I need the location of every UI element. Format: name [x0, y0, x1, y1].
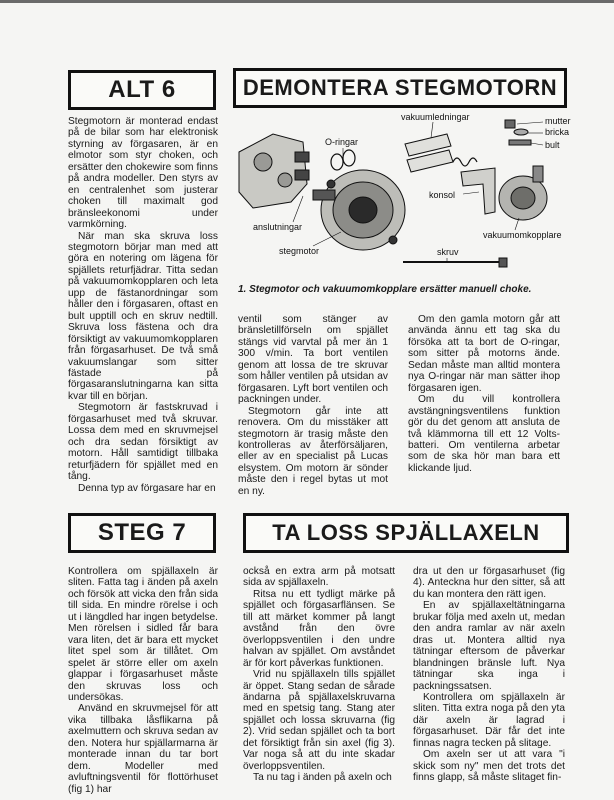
steg7-col3	[413, 566, 565, 784]
label-mutter: mutter	[545, 116, 571, 126]
heading-steg7: STEG 7	[68, 513, 216, 553]
top-rule	[0, 0, 614, 3]
label-vakuumledningar: vakuumledningar	[401, 112, 470, 122]
label-anslutningar: anslutningar	[253, 222, 303, 232]
label-konsol: konsol	[429, 190, 456, 200]
demontera-col2	[238, 314, 388, 497]
paragraph: Vrid nu spjällaxeln tills spjället är öppet. Stang sedan de sårade ändarna på spjällaxelskruvarna med en spetsig tang. Stang ater spjället och lossa skruvarna (fig 2). Vrid sedan spjället och ta bort det försiktigt från sin axel (fig 3). Var noga så att du inte skadar överloppsventilen.	[243, 669, 395, 772]
demontera-col3	[408, 314, 560, 474]
label-bricka: bricka	[545, 127, 570, 137]
heading-demontera: DEMONTERA STEGMOTORN	[233, 68, 567, 108]
paragraph: Om den gamla motorn går att använda ännu ett tag ska du försöka att ta bort de O-ringar, som sitter på motorns ände. Sedan måste man alltid montera nya O-ringar när man sätter ihop förgasaren igen.	[408, 314, 560, 394]
paragraph: Om axeln ser ut att vara "i skick som ny" men det trots det finns glapp, så måste slitaget fin-	[413, 749, 565, 784]
stepper-motor-figure	[233, 112, 573, 274]
paragraph: dra ut den ur förgasarhuset (fig 4). Anteckna hur den sitter, så att du kan montera den rätt igen.	[413, 566, 565, 600]
figure-caption: 1. Stegmotor och vakuumomkopplare ersätter manuell choke.	[238, 284, 532, 295]
paragraph: Stegmotorn går inte att renovera. Om du misstäker att stegmotorn är trasig måste den kontrolleras av återförsäljaren, eller av en specialist på Lucas elsystem. Om motorn är sönder måste den i regel bytas ut mot en ny.	[238, 405, 388, 497]
paragraph: Ta nu tag i änden på axeln och	[253, 772, 392, 784]
paragraph: Stegmotorn är monterad endast på de bilar som har elektronisk styrning av förgasaren, är en elmotor som styr choken, och ersätter den chokewire som finns på andra modeller. Den styrs av en centralenhet som justerar choken till maximalt god bränsleekonomi under varmkörning.	[68, 116, 218, 231]
paragraph: Om du vill kontrollera avstängningsventilens funktion gör du det genom att ansluta de två klämmorna till ett 12 Volts-batteri. Om ventilerna arbetar som de ska hör man bara ett klickande ljud.	[408, 394, 560, 474]
label-oringar: O-ringar	[325, 137, 359, 147]
paragraph: ventil som stänger av bränsletillförseln om spjället stängs vid varvtal på mer än 1 300 v/min. Ta bort ventilen genom att lossa de tre skruvar som håller ventilen på utsidan av förgasaren. Lyft bort ventilen och packningen under.	[238, 314, 388, 406]
steg7-col1	[68, 566, 218, 795]
paragraph: Kontrollera om spjällaxeln är sliten. Titta extra noga på den yta där axeln är lagrad i förgasarhuset. Där får det inte finnas nagra tecken på slitage.	[413, 691, 565, 749]
label-vakuumomkopplare: vakuumomkopplare	[483, 230, 562, 240]
label-bult: bult	[545, 140, 560, 150]
paragraph: Stegmotorn är fastskruvad i förgasarhuset med två skruvar. Lossa dem med en skruvmejsel och dra sedan försiktigt av motorn. Håll samtidigt tillbaka returfjädern för spjället med en tång.	[68, 402, 218, 483]
paragraph: Använd en skruvmejsel för att vika tillbaka låsflikarna på axelmuttern och skruva sedan av den. Notera hur spjällarmarna är monterade innan du tar bort dem. Modeller med avluftningsventil för flottörhuset (fig 1) har	[68, 703, 218, 795]
heading-ta-loss: TA LOSS SPJÄLLAXELN	[243, 513, 569, 553]
label-skruv: skruv	[437, 247, 459, 257]
paragraph: Denna typ av förgasare har en	[78, 482, 216, 494]
alt6-text	[68, 116, 218, 494]
paragraph: När man ska skruva loss stegmotorn börjar man med att göra en notering om lägena för spjällets returfjädrar. Titta sedan på vakuumomkopplaren och leta upp de fästanordningar som håller den i förgasaren, oftast en bult upptill och en skruv nedtill. Skruva loss fästena och dra försiktigt av vakuumomkopplaren från förgasarhuset. De två små vakuumslangar som sitter fästade på förgasaranslutningarna kan sitta kvar till en början.	[68, 230, 218, 402]
paragraph: En av spjällaxeltätningarna brukar följa med axeln ut, medan den andra ramlar av när axeln dras ut. Montera alltid nya tätningar eftersom de påverkar blandningen bränsle luft. Nya tätningar ska inga i packningssatsen.	[413, 600, 565, 692]
steg7-col2	[243, 566, 395, 784]
heading-alt6: ALT 6	[68, 70, 216, 110]
paragraph: också en extra arm på motsatt sida av spjällaxeln.	[243, 566, 395, 589]
paragraph: Kontrollera om spjällaxeln är sliten. Fatta tag i änden på axeln och försök att vicka den från sida till sida. En mindre rörelse i och ut i längdled har ingen betydelse. Men rörelsen i sidled får bara vara liten, det är bara ett mycket litet spel som är tillåtet. Om spelet är större eller om axeln glappar i förgasarhuset måste den skruvas loss och undersökas.	[68, 566, 218, 703]
label-stegmotor: stegmotor	[279, 246, 320, 256]
paragraph: Ritsa nu ett tydligt märke på spjället och förgasarflänsen. Se till att märket kommer på langt avstånd från den övre överloppsventilen i den undre halvan av spjället. Om avståndet är för kort påverkas funktionen.	[243, 588, 395, 669]
